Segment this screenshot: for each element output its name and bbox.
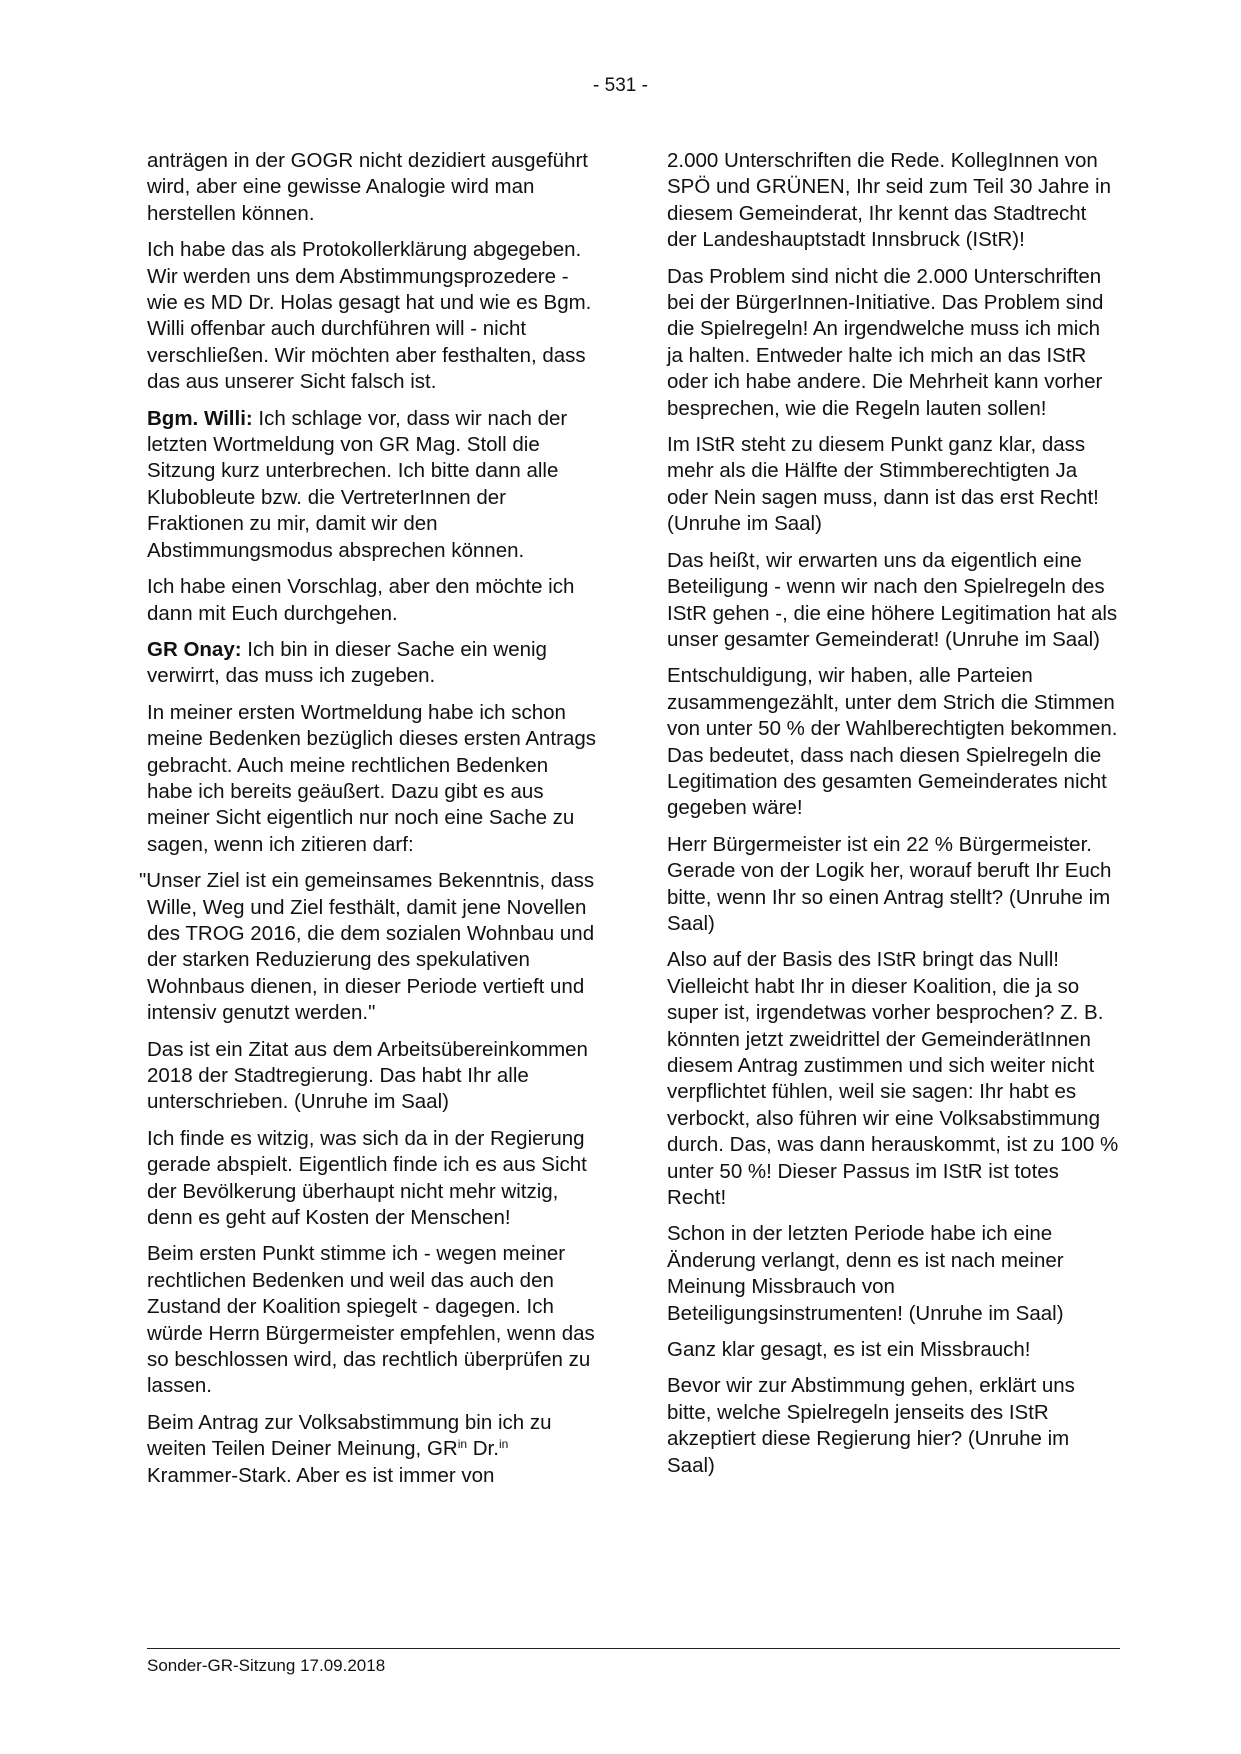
paragraph: Im IStR steht zu diesem Punkt ganz klar, dass mehr als die Hälfte der Stimmberechtigten Ja oder Nein sagen muss, dann ist das erst Recht! (Unruhe im Saal) <box>667 433 1099 536</box>
paragraph: Entschuldigung, wir haben, alle Parteien zusammengezählt, unter dem Strich die Stimmen von unter 50 % der Wahlberechtigten bekommen. Das bedeutet, dass nach diesen Spielregeln die Legitimation des gesamten Gemeinderates nicht gegeben wäre! <box>667 664 1118 820</box>
superscript: in <box>457 1437 468 1452</box>
paragraph: Beim ersten Punkt stimme ich - wegen meiner rechtlichen Bedenken und weil das auch den Zustand der Koalition spiegelt - dagegen. Ich würde Herrn Bürgermeister empfehlen, wenn das so beschlossen wird, das rechtlich überprüfen zu lassen. <box>147 1242 595 1398</box>
paragraph: Herr Bürgermeister ist ein 22 % Bürgermeister. Gerade von der Logik her, worauf beruft Ihr Euch bitte, wenn Ihr so einen Antrag stellt? (Unruhe im Saal) <box>667 832 1112 935</box>
paragraph <box>147 406 599 564</box>
text-segment: Dr. <box>467 1437 499 1461</box>
paragraph: Das heißt, wir erwarten uns da eigentlich eine Beteiligung - wenn wir nach den Spielregeln des IStR gehen -, die eine höhere Legitimation hat als unser gesamter Gemeinderat! (Unruhe im Saal) <box>667 548 1118 651</box>
paragraph <box>147 637 599 690</box>
paragraph: 2.000 Unterschriften die Rede. KollegInnen von SPÖ und GRÜNEN, Ihr seid zum Teil 30 Jahre in diesem Gemeinderat, Ihr kennt das Stadtrecht der Landeshauptstadt Innsbruck (IStR)! <box>667 149 1111 252</box>
paragraph: Ich finde es witzig, was sich da in der Regierung gerade abspielt. Eigentlich finde ich es aus Sicht der Bevölkerung überhaupt nicht mehr witzig, denn es geht auf Kosten der Menschen! <box>147 1126 587 1230</box>
paragraph: Also auf der Basis des IStR bringt das Null! Vielleicht habt Ihr in dieser Koalition, die ja so super ist, irgendetwas vorher besprochen? Z. B. könnten jetzt zweidrittel der GemeinderätInnen diesem Antrag zustimmen und sich weiter nicht verpflichtet fühlen, weil sie sagen: Ihr habt es verbockt, also führen wir eine Volksabstimmung durch. Das, was dann herauskommt, ist zu 100 % unter 50 %! Dieser Passus im IStR ist totes Recht! <box>667 948 1119 1210</box>
speaker-name: Bgm. Willi: <box>147 406 253 430</box>
paragraph: Ich habe einen Vorschlag, aber den möchte ich dann mit Euch durchgehen. <box>147 575 575 625</box>
page-number: - 531 - <box>593 75 648 96</box>
speech-text: Ich bin in dieser Sache ein wenig verwirrt, das muss ich zugeben. <box>147 637 547 688</box>
footer-divider <box>147 1648 1120 1649</box>
paragraph: In meiner ersten Wortmeldung habe ich schon meine Bedenken bezüglich dieses ersten Antrags gebracht. Auch meine rechtlichen Bedenken habe ich bereits geäußert. Dazu gibt es aus meiner Sicht eigentlich nur noch eine Sache zu sagen, wenn ich zitieren darf: <box>147 700 597 856</box>
text-segment: Beim Antrag zur Volksabstimmung bin ich zu weiten Teilen Deiner Meinung, GR <box>147 1410 552 1461</box>
paragraph <box>147 1410 599 1489</box>
paragraph: anträgen in der GOGR nicht dezidiert ausgeführt wird, aber eine gewisse Analogie wird man herstellen können. <box>147 149 588 225</box>
speech-text: Ich schlage vor, dass wir nach der letzten Wortmeldung von GR Mag. Stoll die Sitzung kurz unterbrechen. Ich bitte dann alle Klubobleute bzw. die VertreterInnen der Fraktionen zu mir, damit wir den Abstimmungsmodus absprechen können. <box>147 406 568 562</box>
left-column <box>139 148 599 1499</box>
text-segment: Krammer-Stark. Aber es ist immer von <box>147 1463 495 1487</box>
speaker-name: GR Onay: <box>147 637 242 661</box>
superscript: in <box>498 1437 509 1452</box>
paragraph: Bevor wir zur Abstimmung gehen, erklärt uns bitte, welche Spielregeln jenseits des IStR akzeptiert diese Regierung hier? (Unruhe im Saal) <box>667 1374 1075 1477</box>
paragraph: Das ist ein Zitat aus dem Arbeitsübereinkommen 2018 der Stadtregierung. Das habt Ihr alle unterschrieben. (Unruhe im Saal) <box>147 1037 588 1114</box>
quotation: "Unser Ziel ist ein gemeinsames Bekenntnis, dass Wille, Weg und Ziel festhält, damit jene Novellen des TROG 2016, die dem sozialen Wohnbau und der starken Reduzierung des spekulativen Wohnbaus dienen, in dieser Periode vertieft und intensiv genutzt werden." <box>139 869 595 1025</box>
right-column <box>667 148 1119 1489</box>
footer-text: Sonder-GR-Sitzung 17.09.2018 <box>147 1656 386 1675</box>
paragraph: Ganz klar gesagt, es ist ein Missbrauch! <box>667 1338 1031 1362</box>
paragraph: Schon in der letzten Periode habe ich eine Änderung verlangt, denn es ist nach meiner Meinung Missbrauch von Beteiligungsinstrumenten! (Unruhe im Saal) <box>667 1222 1064 1325</box>
paragraph: Das Problem sind nicht die 2.000 Unterschriften bei der BürgerInnen-Initiative. Das Problem sind die Spielregeln! An irgendwelche muss ich mich ja halten. Entweder halte ich mich an das IStR oder ich habe andere. Die Mehrheit kann vorher besprechen, wie die Regeln lauten sollen! <box>667 264 1104 420</box>
paragraph: Ich habe das als Protokollerklärung abgegeben. Wir werden uns dem Abstimmungsprozedere - wie es MD Dr. Holas gesagt hat und wie es Bgm. Willi offenbar auch durchführen will - nicht verschließen. Wir möchten aber festhalten, dass das aus unserer Sicht falsch ist. <box>147 238 592 394</box>
